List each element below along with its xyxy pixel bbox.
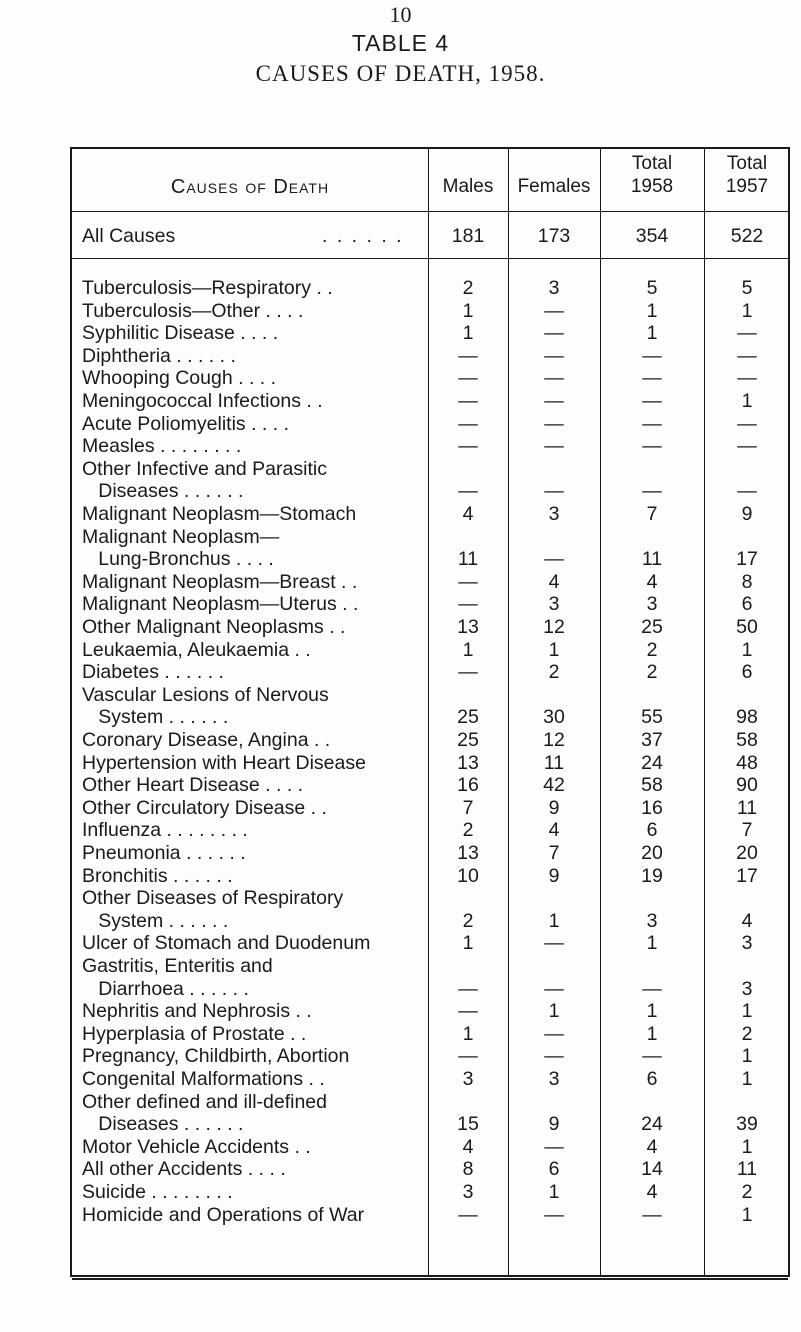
males-cell: 8 bbox=[462, 1158, 474, 1181]
cause-label: Lung-Bronchus . . . . bbox=[82, 548, 274, 571]
cause-label: Diphtheria . . . . . . bbox=[82, 344, 236, 367]
total-1957-cell: 20 bbox=[736, 842, 758, 864]
cause-label: Diabetes . . . . . . bbox=[82, 661, 224, 684]
cause-label: Ulcer of Stomach and Duodenum bbox=[82, 932, 371, 955]
total-1957-cell: — bbox=[737, 480, 757, 503]
males-cell: — bbox=[458, 1203, 478, 1226]
females-cell: 9 bbox=[548, 796, 560, 819]
females-cell: 7 bbox=[548, 842, 560, 864]
males-cell: 13 bbox=[457, 842, 479, 864]
total-1958-cell: 4 bbox=[646, 1181, 658, 1203]
total-1958-cell: — bbox=[642, 390, 662, 412]
total-1957-cell: 3 bbox=[741, 932, 753, 955]
males-cell: 1 bbox=[462, 932, 474, 955]
cause-label: Tuberculosis—Respiratory . . bbox=[82, 277, 333, 299]
cause-label: Other Malignant Neoplasms . . bbox=[82, 616, 346, 638]
males-cell: 1 bbox=[462, 299, 474, 322]
total-1958-cell: 1 bbox=[646, 932, 658, 955]
all-causes-divider bbox=[72, 258, 788, 259]
total-1957-cell: 2 bbox=[741, 1181, 753, 1203]
cause-label: Diseases . . . . . . bbox=[82, 480, 244, 503]
total-1957-cell: 1 bbox=[741, 1203, 753, 1226]
males-cell: 4 bbox=[462, 1135, 474, 1158]
total-1958-cell: 14 bbox=[641, 1158, 663, 1181]
cause-label: Malignant Neoplasm—Uterus . . bbox=[82, 593, 359, 616]
total-1957-cell: 3 bbox=[741, 977, 753, 1000]
females-cell: — bbox=[544, 932, 564, 955]
females-cell: — bbox=[544, 412, 564, 435]
column-divider bbox=[600, 149, 601, 1275]
males-cell: 1 bbox=[462, 322, 474, 345]
cause-label: System . . . . . . bbox=[82, 909, 229, 932]
total-1958-cell: 6 bbox=[646, 819, 658, 842]
cause-label: Influenza . . . . . . . . bbox=[82, 819, 248, 842]
females-cell: 3 bbox=[548, 503, 560, 525]
total-1957-cell: 11 bbox=[736, 1158, 758, 1181]
total-1957-cell: 4 bbox=[741, 909, 753, 932]
total-1958-cell: 20 bbox=[641, 842, 663, 864]
cause-label: Diarrhoea . . . . . . bbox=[82, 977, 249, 1000]
females-cell: 12 bbox=[543, 729, 565, 751]
total-1957-cell: 48 bbox=[736, 751, 758, 774]
total-1958-cell: 1 bbox=[646, 1022, 658, 1045]
header-total-1958-line1: Total bbox=[631, 153, 673, 174]
females-cell: — bbox=[544, 435, 564, 458]
header-males: Males bbox=[442, 176, 494, 197]
total-1957-cell: — bbox=[737, 322, 757, 345]
cause-label: Leukaemia, Aleukaemia . . bbox=[82, 638, 311, 661]
column-divider bbox=[428, 149, 429, 1275]
total-1958-cell: 3 bbox=[646, 593, 658, 616]
cause-label: Other Diseases of Respiratory bbox=[82, 887, 344, 910]
total-1957-cell: 6 bbox=[741, 661, 753, 684]
total-1958-cell: — bbox=[642, 412, 662, 435]
total-1958-cell: 5 bbox=[646, 277, 658, 299]
males-cell: 3 bbox=[462, 1068, 474, 1090]
females-cell: 6 bbox=[548, 1158, 560, 1181]
females-cell: 4 bbox=[548, 819, 560, 842]
total-1957-cell: 50 bbox=[736, 616, 758, 638]
cause-label: Bronchitis . . . . . . bbox=[82, 864, 233, 887]
cause-label: Coronary Disease, Angina . . bbox=[82, 729, 331, 751]
females-cell: — bbox=[544, 390, 564, 412]
all-causes-females: 173 bbox=[537, 225, 571, 247]
header-causes: Causes of Death bbox=[170, 176, 330, 198]
males-cell: 2 bbox=[462, 277, 474, 299]
cause-label: Malignant Neoplasm— bbox=[82, 525, 280, 548]
males-cell: 16 bbox=[457, 774, 479, 797]
all-causes-total-1957: 522 bbox=[730, 225, 764, 247]
cause-label: System . . . . . . bbox=[82, 706, 229, 729]
total-1957-cell: 58 bbox=[736, 729, 758, 751]
cause-label: Measles . . . . . . . . bbox=[82, 435, 242, 458]
total-1957-cell: — bbox=[737, 344, 757, 367]
males-cell: 11 bbox=[457, 548, 479, 571]
total-1957-cell: 1 bbox=[741, 1068, 753, 1090]
females-cell: 1 bbox=[548, 638, 560, 661]
total-1958-cell: — bbox=[642, 344, 662, 367]
males-cell: 1 bbox=[462, 1022, 474, 1045]
cause-label: Malignant Neoplasm—Breast . . bbox=[82, 570, 358, 593]
females-cell: 3 bbox=[548, 1068, 560, 1090]
total-1958-cell: 19 bbox=[641, 864, 663, 887]
total-1958-cell: 7 bbox=[646, 503, 658, 525]
cause-label: Other Infective and Parasitic bbox=[82, 457, 327, 480]
total-1957-cell: 5 bbox=[741, 277, 753, 299]
total-1957-cell: 6 bbox=[741, 593, 753, 616]
males-cell: 4 bbox=[462, 503, 474, 525]
total-1958-cell: 11 bbox=[641, 548, 663, 571]
total-1957-cell: — bbox=[737, 412, 757, 435]
males-cell: — bbox=[458, 593, 478, 616]
females-cell: 1 bbox=[548, 1181, 560, 1203]
cause-label: Tuberculosis—Other . . . . bbox=[82, 299, 304, 322]
all-causes-males: 181 bbox=[451, 225, 485, 247]
females-cell: — bbox=[544, 480, 564, 503]
total-1958-cell: — bbox=[642, 1203, 662, 1226]
all-causes-total-1958: 354 bbox=[635, 225, 669, 247]
total-1957-cell: 2 bbox=[741, 1022, 753, 1045]
cause-label: Other Circulatory Disease . . bbox=[82, 796, 327, 819]
females-cell: 2 bbox=[548, 661, 560, 684]
total-1957-cell: 11 bbox=[736, 796, 758, 819]
header-divider bbox=[72, 211, 788, 212]
cause-label: Syphilitic Disease . . . . bbox=[82, 322, 279, 345]
males-cell: — bbox=[458, 1045, 478, 1068]
females-cell: 11 bbox=[543, 751, 565, 774]
males-cell: 25 bbox=[457, 729, 479, 751]
total-1958-cell: 6 bbox=[646, 1068, 658, 1090]
total-1957-cell: 9 bbox=[741, 503, 753, 525]
total-1958-cell: 1 bbox=[646, 322, 658, 345]
total-1957-cell: 1 bbox=[741, 1135, 753, 1158]
total-1957-cell: 1 bbox=[741, 1045, 753, 1068]
cause-label: Gastritis, Enteritis and bbox=[82, 955, 273, 977]
males-cell: — bbox=[458, 570, 478, 593]
all-causes-leader-dots: . . . . . . bbox=[322, 225, 404, 247]
cause-label: Meningococcal Infections . . bbox=[82, 390, 323, 412]
females-cell: 9 bbox=[548, 1113, 560, 1136]
column-divider bbox=[704, 149, 705, 1275]
total-1957-cell: 90 bbox=[736, 774, 758, 797]
males-cell: 10 bbox=[457, 864, 479, 887]
total-1958-cell: — bbox=[642, 977, 662, 1000]
table-title: CAUSES OF DEATH, 1958. bbox=[255, 61, 546, 86]
total-1957-cell: 7 bbox=[741, 819, 753, 842]
females-cell: 1 bbox=[548, 909, 560, 932]
females-cell: 1 bbox=[548, 1000, 560, 1023]
total-1958-cell: 1 bbox=[646, 1000, 658, 1023]
total-1958-cell: 2 bbox=[646, 638, 658, 661]
males-cell: — bbox=[458, 661, 478, 684]
total-1958-cell: 24 bbox=[641, 1113, 663, 1136]
total-1958-cell: 4 bbox=[646, 570, 658, 593]
total-1957-cell: 8 bbox=[741, 570, 753, 593]
males-cell: 2 bbox=[462, 909, 474, 932]
cause-label: Vascular Lesions of Nervous bbox=[82, 683, 329, 706]
cause-label: Malignant Neoplasm—Stomach bbox=[82, 503, 357, 525]
total-1957-cell: — bbox=[737, 367, 757, 390]
total-1957-cell: 39 bbox=[736, 1113, 758, 1136]
total-1957-cell: 1 bbox=[741, 638, 753, 661]
column-divider bbox=[508, 149, 509, 1275]
females-cell: 30 bbox=[543, 706, 565, 729]
header-females: Females bbox=[517, 176, 591, 197]
cause-label: Motor Vehicle Accidents . . bbox=[82, 1135, 311, 1158]
cause-label: Whooping Cough . . . . bbox=[82, 367, 277, 390]
cause-label: Suicide . . . . . . . . bbox=[82, 1181, 233, 1203]
females-cell: — bbox=[544, 1045, 564, 1068]
females-cell: — bbox=[544, 1203, 564, 1226]
males-cell: 13 bbox=[457, 751, 479, 774]
total-1957-cell: 1 bbox=[741, 390, 753, 412]
males-cell: 2 bbox=[462, 819, 474, 842]
cause-label: Diseases . . . . . . bbox=[82, 1113, 244, 1136]
males-cell: — bbox=[458, 480, 478, 503]
males-cell: 13 bbox=[457, 616, 479, 638]
females-cell: — bbox=[544, 367, 564, 390]
cause-label: Hypertension with Heart Disease bbox=[82, 751, 366, 774]
total-1958-cell: 37 bbox=[641, 729, 663, 751]
females-cell: — bbox=[544, 548, 564, 571]
females-cell: 3 bbox=[548, 593, 560, 616]
cause-label: Pneumonia . . . . . . bbox=[82, 842, 246, 864]
males-cell: — bbox=[458, 435, 478, 458]
page-number: 10 bbox=[389, 2, 412, 27]
total-1958-cell: 4 bbox=[646, 1135, 658, 1158]
males-cell: 15 bbox=[457, 1113, 479, 1136]
total-1958-cell: — bbox=[642, 435, 662, 458]
cause-label: Other Heart Disease . . . . bbox=[82, 774, 304, 797]
females-cell: 42 bbox=[543, 774, 565, 797]
females-cell: 3 bbox=[548, 277, 560, 299]
cause-label: Other defined and ill-defined bbox=[82, 1090, 327, 1113]
total-1957-cell: 98 bbox=[736, 706, 758, 729]
females-cell: — bbox=[544, 344, 564, 367]
females-cell: 9 bbox=[548, 864, 560, 887]
males-cell: — bbox=[458, 390, 478, 412]
total-1957-cell: 1 bbox=[741, 299, 753, 322]
females-cell: — bbox=[544, 1022, 564, 1045]
total-1958-cell: 1 bbox=[646, 299, 658, 322]
females-cell: — bbox=[544, 977, 564, 1000]
males-cell: 25 bbox=[457, 706, 479, 729]
total-1958-cell: — bbox=[642, 367, 662, 390]
females-cell: — bbox=[544, 299, 564, 322]
males-cell: — bbox=[458, 367, 478, 390]
total-1958-cell: 3 bbox=[646, 909, 658, 932]
header-total-1957-line1: Total bbox=[726, 153, 768, 174]
total-1957-cell: 17 bbox=[736, 548, 758, 571]
total-1958-cell: 25 bbox=[641, 616, 663, 638]
total-1958-cell: 16 bbox=[641, 796, 663, 819]
total-1958-cell: 2 bbox=[646, 661, 658, 684]
cause-label: All other Accidents . . . . bbox=[82, 1158, 286, 1181]
causes-of-death-table bbox=[70, 147, 790, 1277]
males-cell: — bbox=[458, 344, 478, 367]
all-causes-label: All Causes bbox=[82, 225, 176, 247]
males-cell: 7 bbox=[462, 796, 474, 819]
females-cell: 4 bbox=[548, 570, 560, 593]
total-1958-cell: — bbox=[642, 480, 662, 503]
total-1958-cell: 58 bbox=[641, 774, 663, 797]
header-total-1958-line2: 1958 bbox=[630, 176, 674, 197]
cause-label: Hyperplasia of Prostate . . bbox=[82, 1022, 307, 1045]
cause-label: Acute Poliomyelitis . . . . bbox=[82, 412, 289, 435]
males-cell: 3 bbox=[462, 1181, 474, 1203]
cause-label: Nephritis and Nephrosis . . bbox=[82, 1000, 312, 1023]
total-1957-cell: 1 bbox=[741, 1000, 753, 1023]
males-cell: — bbox=[458, 1000, 478, 1023]
males-cell: — bbox=[458, 412, 478, 435]
males-cell: — bbox=[458, 977, 478, 1000]
cause-label: Pregnancy, Childbirth, Abortion bbox=[82, 1045, 350, 1068]
cause-label: Homicide and Operations of War bbox=[82, 1203, 365, 1226]
females-cell: — bbox=[544, 322, 564, 345]
total-1958-cell: 24 bbox=[641, 751, 663, 774]
cause-label: Congenital Malformations . . bbox=[82, 1068, 325, 1090]
header-total-1957-line2: 1957 bbox=[725, 176, 769, 197]
males-cell: 1 bbox=[462, 638, 474, 661]
total-1957-cell: 17 bbox=[736, 864, 758, 887]
total-1957-cell: — bbox=[737, 435, 757, 458]
females-cell: 12 bbox=[543, 616, 565, 638]
total-1958-cell: 55 bbox=[641, 706, 663, 729]
females-cell: — bbox=[544, 1135, 564, 1158]
total-1958-cell: — bbox=[642, 1045, 662, 1068]
table-label: TABLE 4 bbox=[351, 30, 450, 56]
